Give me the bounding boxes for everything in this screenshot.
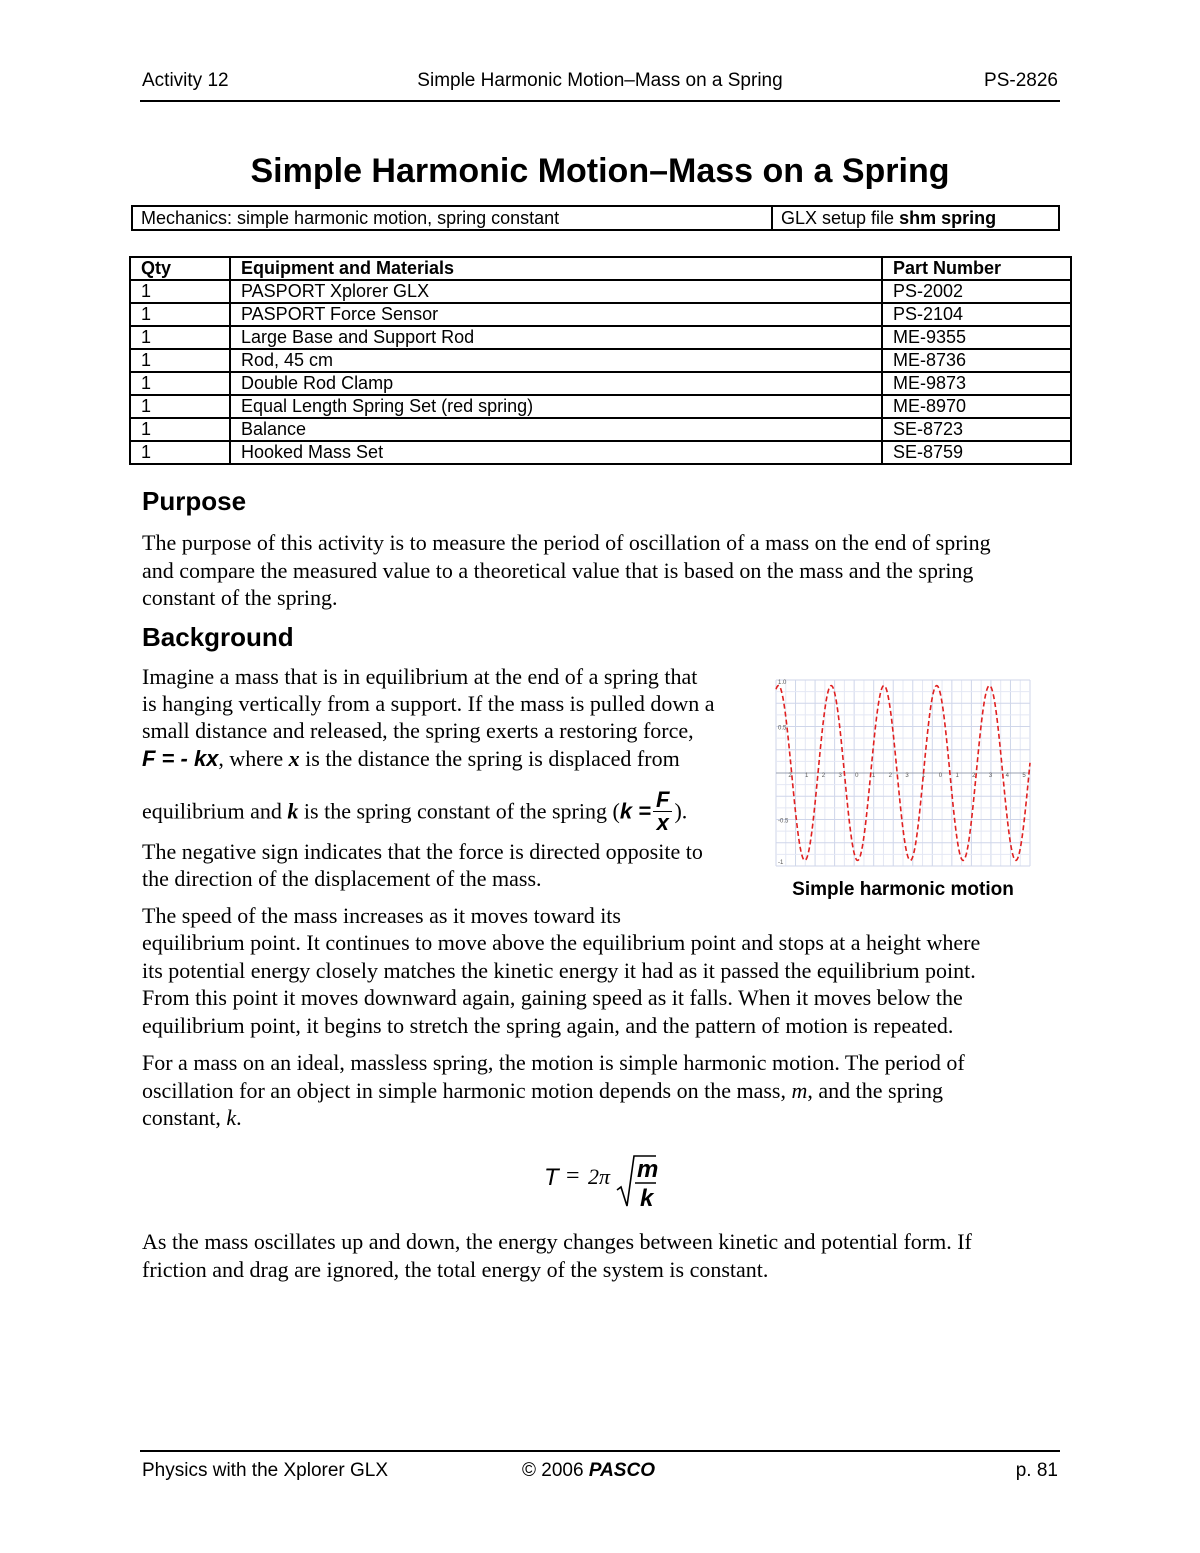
text-span: ).	[674, 798, 688, 824]
col-equipment: Equipment and Materials	[230, 257, 882, 280]
paragraph-line: friction and drag are ignored, the total energy of the system is constant.	[142, 1256, 769, 1282]
x-tick-label: 3	[905, 773, 909, 779]
purpose-line: constant of the spring.	[142, 585, 338, 610]
info-topic: Mechanics: simple harmonic motion, spring constant	[132, 206, 772, 230]
x-tick-label: 3	[838, 773, 842, 779]
x-tick-label: 1	[871, 773, 876, 779]
background-line: The speed of the mass increases as it moves toward its	[142, 903, 621, 928]
part-number-cell: SE-8723	[882, 418, 1071, 441]
x-tick-label: 1	[805, 773, 809, 779]
x-tick-label: 0	[938, 773, 943, 779]
paragraph-line: From this point it moves downward again, gaining speed as it falls. When it moves below the	[142, 985, 963, 1010]
k-equation: k =	[619, 798, 652, 824]
qty-cell: 1	[130, 326, 230, 349]
page-title: Simple Harmonic Motion–Mass on a Spring	[250, 152, 950, 190]
text-span: , and the spring	[807, 1077, 944, 1103]
fraction-f-over-x	[653, 789, 672, 834]
setup-file: shm spring	[899, 208, 997, 228]
paragraph-line	[142, 1077, 965, 1105]
header-code: PS-2826	[984, 70, 1058, 91]
formula-num: m	[637, 1156, 659, 1183]
purpose-text	[142, 529, 991, 612]
y-tick-label: 0.5	[778, 725, 787, 732]
info-setup	[772, 206, 1059, 230]
footer-rule	[140, 1450, 1060, 1452]
equipment-table	[129, 256, 1072, 465]
qty-cell: 1	[130, 303, 230, 326]
text-span: oscillation for an object in simple harmonic motion depends on the mass,	[142, 1077, 792, 1103]
background-line-force	[142, 745, 680, 773]
var-k: k	[226, 1105, 237, 1130]
qty-cell: 1	[130, 441, 230, 464]
shm-paragraph	[142, 1049, 965, 1132]
equipment-cell: Hooked Mass Set	[230, 441, 882, 464]
footer-page: p. 81	[1015, 1460, 1058, 1481]
purpose-heading: Purpose	[142, 486, 247, 516]
part-number-cell: ME-8970	[882, 395, 1071, 418]
text-span: , where	[218, 746, 289, 771]
setup-prefix: GLX setup file	[781, 208, 895, 228]
background-paragraph	[142, 929, 980, 1039]
paragraph-line	[142, 1104, 965, 1132]
table-row	[130, 372, 1071, 395]
table-row	[130, 441, 1071, 464]
part-number-cell: PS-2002	[882, 280, 1071, 303]
background-heading: Background	[142, 622, 294, 652]
paragraph-line: its potential energy closely matches the kinetic energy it had as it passed the equilibrium point.	[142, 957, 976, 983]
background-line: small distance and released, the spring exerts a restoring force,	[142, 718, 694, 743]
header-title: Simple Harmonic Motion–Mass on a Spring	[417, 70, 783, 91]
footer-copyright	[522, 1460, 655, 1482]
col-part: Part Number	[882, 257, 1071, 280]
qty-cell: 1	[130, 418, 230, 441]
y-tick-label: -0.5	[778, 818, 789, 825]
equipment-cell: PASPORT Xplorer GLX	[230, 280, 882, 303]
equipment-cell: PASPORT Force Sensor	[230, 303, 882, 326]
period-formula	[540, 1152, 680, 1212]
background-line: the direction of the displacement of the mass.	[142, 866, 542, 891]
equipment-body	[130, 280, 1071, 464]
formula-den: k	[640, 1185, 654, 1212]
x-tick-label: 3	[988, 773, 993, 779]
formula-coef: 2π	[588, 1164, 611, 1189]
x-tick-label: 2	[821, 773, 826, 779]
qty-cell: 1	[130, 395, 230, 418]
qty-cell: 1	[130, 349, 230, 372]
background-line: Imagine a mass that is in equilibrium at the end of a spring that	[142, 664, 698, 689]
footer-book: Physics with the Xplorer GLX	[142, 1460, 389, 1481]
table-row	[130, 280, 1071, 303]
paragraph-line: equilibrium point. It continues to move above the equilibrium point and stops at a height where	[142, 930, 981, 955]
text-span: constant,	[142, 1105, 227, 1130]
background-line: The negative sign indicates that the force is directed opposite to	[142, 839, 703, 864]
text-span: .	[236, 1105, 242, 1130]
equipment-cell: Equal Length Spring Set (red spring)	[230, 395, 882, 418]
header-rule	[140, 100, 1060, 102]
paragraph-line: As the mass oscillates up and down, the energy changes between kinetic and potential form. If	[142, 1229, 972, 1254]
background-line-k	[142, 787, 688, 836]
copyright-text: © 2006	[522, 1460, 584, 1481]
equipment-header-row	[130, 257, 1071, 280]
y-tick-label: -1	[778, 860, 784, 866]
part-number-cell: ME-9355	[882, 326, 1071, 349]
var-x: x	[288, 746, 300, 771]
table-row	[130, 395, 1071, 418]
x-tick-label: 2	[788, 773, 792, 779]
table-row	[130, 349, 1071, 372]
formula-lhs: T	[544, 1164, 559, 1191]
purpose-line: The purpose of this activity is to measure the period of oscillation of a mass on the end of spring	[142, 530, 991, 555]
background-line: is hanging vertically from a support. If the mass is pulled down a	[142, 691, 715, 716]
x-tick-label: 1	[955, 773, 959, 779]
qty-cell: 1	[130, 280, 230, 303]
x-tick-label: 2	[888, 773, 892, 779]
text-span: equilibrium and	[142, 798, 288, 824]
y-tick-label: 1.0	[778, 680, 787, 686]
x-tick-label: 1	[922, 773, 926, 779]
brand-logo: PASCO	[588, 1460, 655, 1481]
table-row	[130, 418, 1071, 441]
header-activity: Activity 12	[142, 70, 229, 91]
fraction-den: x	[656, 810, 669, 835]
energy-paragraph	[142, 1228, 972, 1283]
x-tick-label: 4	[1005, 773, 1009, 779]
part-number-cell: ME-8736	[882, 349, 1071, 372]
text-span: is the distance the spring is displaced from	[299, 746, 680, 771]
part-number-cell: PS-2104	[882, 303, 1071, 326]
equipment-cell: Double Rod Clamp	[230, 372, 882, 395]
table-row	[130, 326, 1071, 349]
col-qty: Qty	[130, 257, 230, 280]
equipment-cell: Large Base and Support Rod	[230, 326, 882, 349]
shm-chart	[772, 674, 1034, 872]
force-equation: F = - kx	[142, 746, 219, 771]
var-k: k	[287, 798, 299, 824]
paragraph-line: For a mass on an ideal, massless spring, the motion is simple harmonic motion. The period of	[142, 1050, 965, 1075]
formula-eq: =	[566, 1163, 580, 1189]
info-table	[131, 205, 1060, 231]
x-tick-label: 5	[1022, 773, 1026, 779]
equipment-cell: Balance	[230, 418, 882, 441]
var-m: m	[791, 1077, 808, 1103]
purpose-line: and compare the measured value to a theoretical value that is based on the mass and the spring	[142, 557, 974, 583]
part-number-cell: ME-9873	[882, 372, 1071, 395]
text-span: is the spring constant of the spring (	[298, 798, 620, 824]
x-tick-label: 2	[972, 773, 976, 779]
chart-caption: Simple harmonic motion	[792, 879, 1014, 900]
qty-cell: 1	[130, 372, 230, 395]
x-tick-label: 0	[855, 773, 859, 779]
part-number-cell: SE-8759	[882, 441, 1071, 464]
table-row	[130, 303, 1071, 326]
paragraph-line: equilibrium point, it begins to stretch the spring again, and the pattern of motion is repeated.	[142, 1012, 954, 1038]
fraction-num: F	[653, 789, 672, 812]
equipment-cell: Rod, 45 cm	[230, 349, 882, 372]
